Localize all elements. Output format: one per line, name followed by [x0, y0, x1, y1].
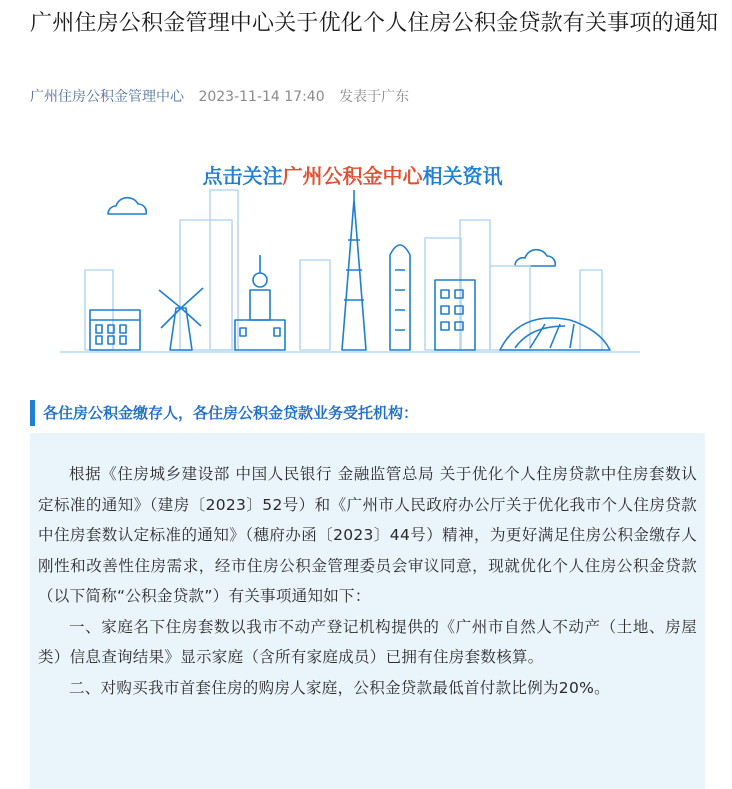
section-heading: 各住房公积金缴存人，各住房公积金贷款业务受托机构：	[30, 400, 705, 426]
canton-tower-icon	[342, 190, 366, 350]
cloud-icon	[515, 250, 555, 266]
article-body	[30, 433, 705, 789]
body-paragraph: 二、对购买我市首套住房的购房人家庭，公积金贷款最低首付款比例为20%。	[69, 678, 610, 697]
publish-location: 发表于广东	[339, 89, 410, 105]
windmill-icon	[159, 288, 203, 350]
article-meta	[30, 86, 419, 106]
stadium-icon	[500, 318, 610, 350]
banner-heading-prefix: 点击关注	[202, 164, 283, 188]
author-link[interactable]: 广州住房公积金管理中心	[30, 89, 184, 105]
city-skyline-illustration	[60, 150, 640, 365]
banner-heading-highlight: 广州公积金中心	[282, 164, 423, 188]
article-title: 广州住房公积金管理中心关于优化个人住房公积金贷款有关事项的通知	[30, 11, 719, 36]
banner-heading-suffix: 相关资讯	[422, 164, 503, 188]
publish-datetime: 2023-11-14 17:40	[198, 89, 325, 105]
body-paragraph: 一、家庭名下住房套数以我市不动产登记机构提供的《广州市自然人不动产（土地、房屋类）信息查询结果》显示家庭（含所有家庭成员）已拥有住房套数核算。	[38, 617, 697, 666]
cloud-icon	[108, 198, 146, 214]
body-paragraph: 根据《住房城乡建设部 中国人民银行 金融监管总局 关于优化个人住房贷款中住房套数认定标准的通知》（建房〔2023〕52号）和《广州市人民政府办公厅关于优化我市个人住房贷款中住房套数认定标准的通知》（穗府办函〔2023〕44号）精神，为更好满足住房公积金缴存人刚性和改善性住房需求，经市住房公积金管理委员会审议同意，现就优化个人住房公积金贷款（以下简称“公积金贷款”）有关事项通知如下：	[38, 465, 697, 605]
